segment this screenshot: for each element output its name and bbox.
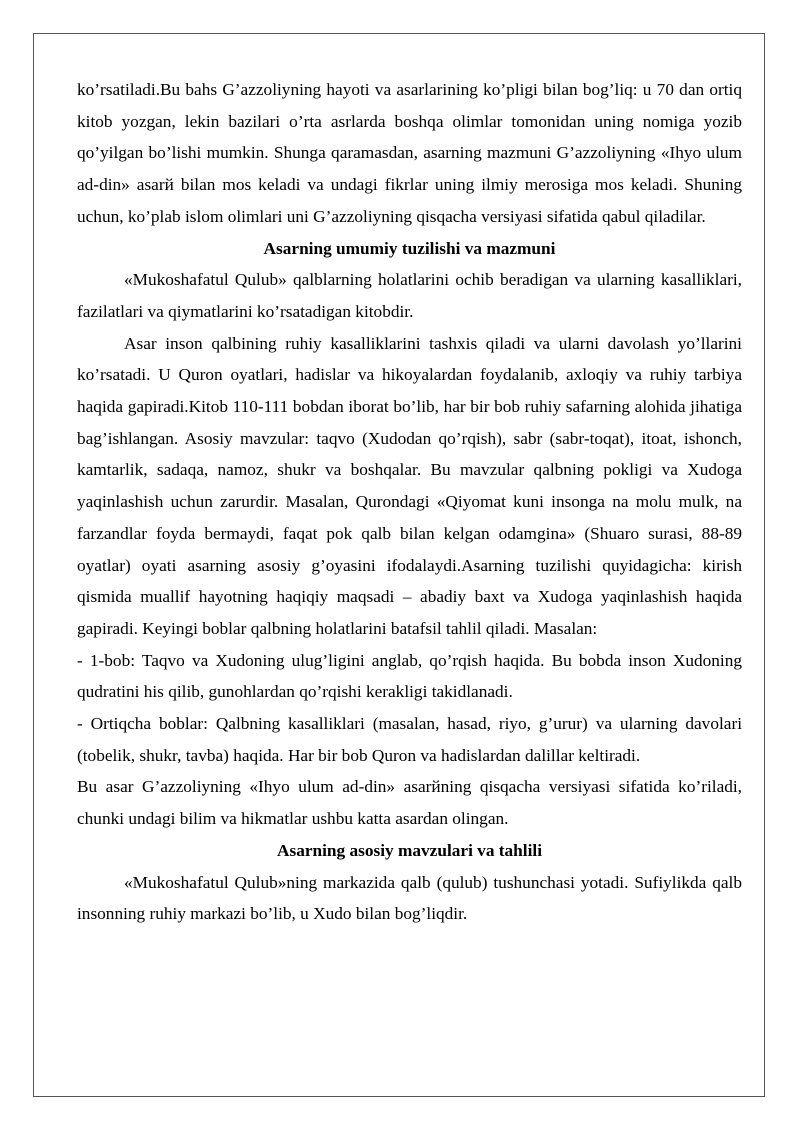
list-item-other-chapters: - Ortiqcha boblar: Qalbning kasalliklari (masalan, hasad, riyo, g’urur) va ularning davolari (tobelik, shukr, tavba) haqida. Har bir bob Quron va hadislardan dalillar keltiradi. — [77, 714, 742, 765]
section-heading-themes: Asarning asosiy mavzulari va tahlili — [277, 840, 542, 860]
section-heading-structure: Asarning umumiy tuzilishi va mazmuni — [263, 238, 556, 258]
paragraph-themes-intro: «Mukoshafatul Qulub»ning markazida qalb (qulub) tushunchasi yotadi. Sufiylikda qalb insonning ruhiy markazi bo’lib, u Xudo bilan bog’liqdir. — [77, 872, 742, 924]
document-body — [77, 74, 742, 930]
paragraph-summary: Bu asar G’azzoliyning «Ihyo ulum ad-din» asarйning qisqacha versiyasi sifatida ko’riladi, chunki undagi bilim va hikmatlar ushbu katta asardan olingan. — [77, 777, 742, 829]
paragraph-book-description: «Mukoshafatul Qulub» qalblarning holatlarini ochib beradigan va ularning kasalliklari, fazilatlari va qiymatlarini ko’rsatadigan kitobdir. — [77, 270, 742, 321]
paragraph-book-content: Asar inson qalbining ruhiy kasalliklarini tashxis qiladi va ularni davolash yo’llarini ko’rsatadi. U Quron oyatlari, hadislar va hikoyalardan foydalanib, axloqiy va ruhiy tarbiya haqida gapiradi.Kitob 110-111 bobdan iborat bo’lib, har bir bob ruhiy safarning alohida jihatiga bag’ishlangan. Asosiy mavzular: taqvo (Xudodan qo’rqish), sabr (sabr-toqat), itoat, ishonch, kamtarlik, sadaqa, namoz, shukr va boshqalar. Bu mavzular qalbning pokligi va Xudoga yaqinlashish uchun zarurdir. Masalan, Qurondagi «Qiyomat kuni insonga na molu mulk, na farzandlar foyda bermaydi, faqat pok qalb bilan kelgan odamgina» (Shuaro surasi, 88-89 oyatlar) oyati asarning asosiy g’oyasini ifodalaydi.Asarning tuzilishi quyidagicha: kirish qismida muallif hayotning haqiqiy maqsadi – abadiy baxt va Xudoga yaqinlashish haqida gapiradi. Keyingi boblar qalbning holatlarini batafsil tahlil qiladi. Masalan: — [77, 333, 742, 638]
list-item-chapter-1: - 1-bob: Taqvo va Xudoning ulug’ligini anglab, qo’rqish haqida. Bu bobda inson Xudoning qudratini his qilib, gunohlardan qo’rqishi kerakligi takidlanadi. — [77, 650, 742, 702]
paragraph-intro-continuation: ko’rsatiladi.Bu bahs G’azzoliyning hayoti va asarlarining ko’pligi bilan bog’liq: u 70 dan ortiq kitob yozgan, lekin bazilari o’rta asrlarda boshqa olimlar tomonidan uning nomiga yozib qo’yilgan bo’lishi mumkin. Shunga qaramasdan, asarning mazmuni G’azzoliyning «Ihyo ulum ad-din» asarй bilan mos keladi va undagi fikrlar uning ilmiy merosiga mos keladi. Shuning uchun, ko’plab islom olimlari uni G’azzoliyning qisqacha versiyasi sifatida qabul qiladilar. — [77, 80, 742, 226]
